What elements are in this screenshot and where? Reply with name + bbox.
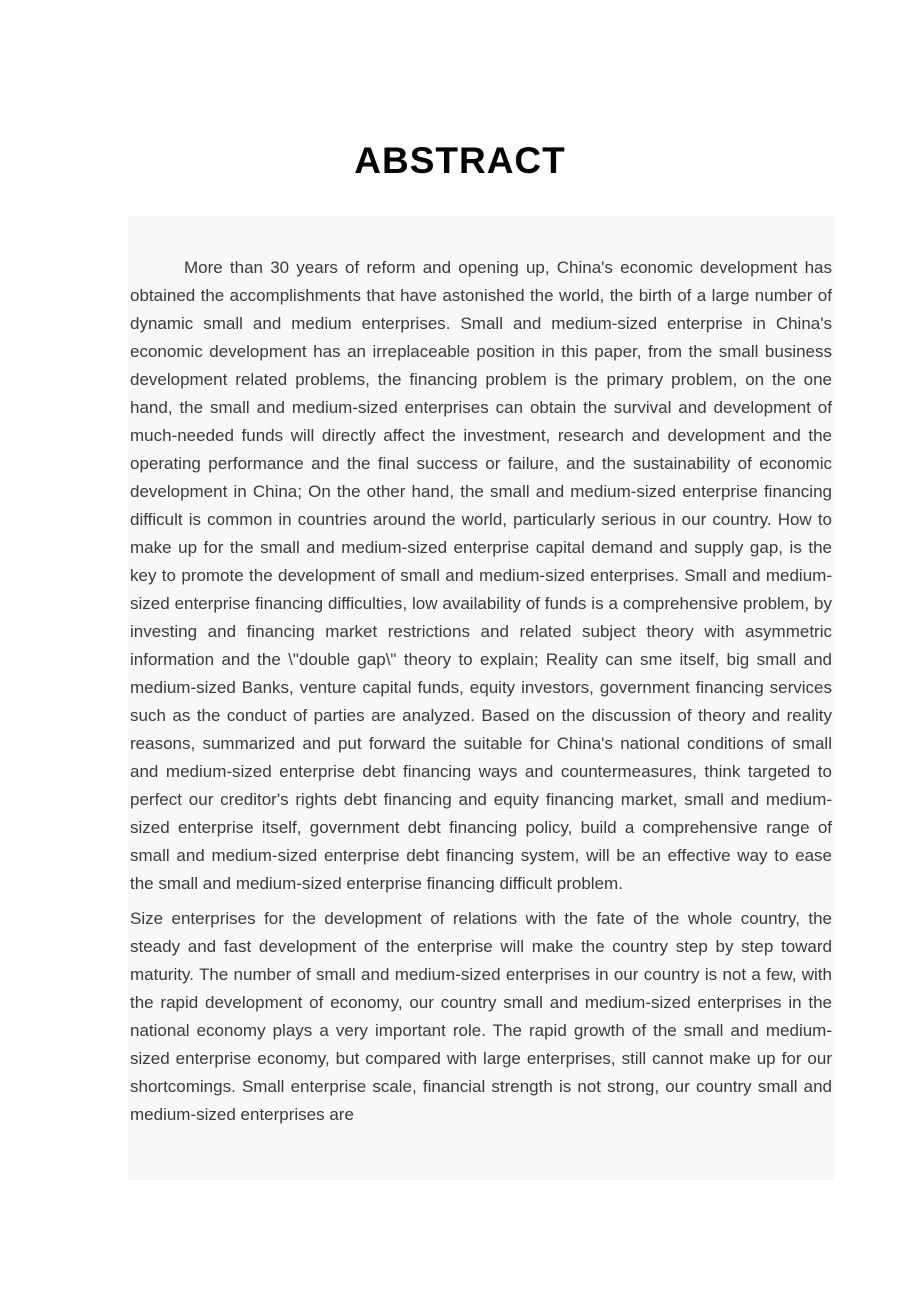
page-title: ABSTRACT xyxy=(354,140,566,181)
abstract-paragraph-2: Size enterprises for the development of relations with the fate of the whole country, the steady and fast development of the enterprise will make the country step by step toward maturity. The number of small and medium-sized enterprises in our country is not a few, with the rapid development of economy, our country small and medium-sized enterprises in the national economy plays a very important role. The rapid growth of the small and medium-sized enterprise economy, but compared with large enterprises, still cannot make up for our shortcomings. Small enterprise scale, financial strength is not strong, our country small and medium-sized enterprises are xyxy=(130,909,832,1124)
abstract-paragraph-1: More than 30 years of reform and opening up, China's economic development has obtained the accomplishments that have astonished the world, the birth of a large number of dynamic small and medium enterprises. Small and medium-sized enterprise in China's economic development has an irreplaceable position in this paper, from the small business development related problems, the financing problem is the primary problem, on the one hand, the small and medium-sized enterprises can obtain the survival and development of much-needed funds will directly affect the investment, research and development and the operating performance and the final success or failure, and the sustainability of economic development in China; On the other hand, the small and medium-sized enterprise financing difficult is common in countries around the world, particularly serious in our country. How to make up for the small and medium-sized enterprise capital demand and supply gap, is the key to promote the development of small and medium-sized enterprises. Small and medium-sized enterprise financing difficulties, low availability of funds is a comprehensive problem, by investing and financing market restrictions and related subject theory with asymmetric information and the \"double gap\" theory to explain; Reality can sme itself, big small and medium-sized Banks, venture capital funds, equity investors, government financing services such as the conduct of parties are analyzed. Based on the discussion of theory and reality reasons, summarized and put forward the suitable for China's national conditions of small and medium-sized enterprise debt financing ways and countermeasures, think targeted to perfect our creditor's rights debt financing and equity financing market, small and medium-sized enterprise itself, government debt financing policy, build a comprehensive range of small and medium-sized enterprise debt financing system, will be an effective way to ease the small and medium-sized enterprise financing difficult problem. xyxy=(130,258,832,893)
abstract-body xyxy=(128,216,834,1180)
